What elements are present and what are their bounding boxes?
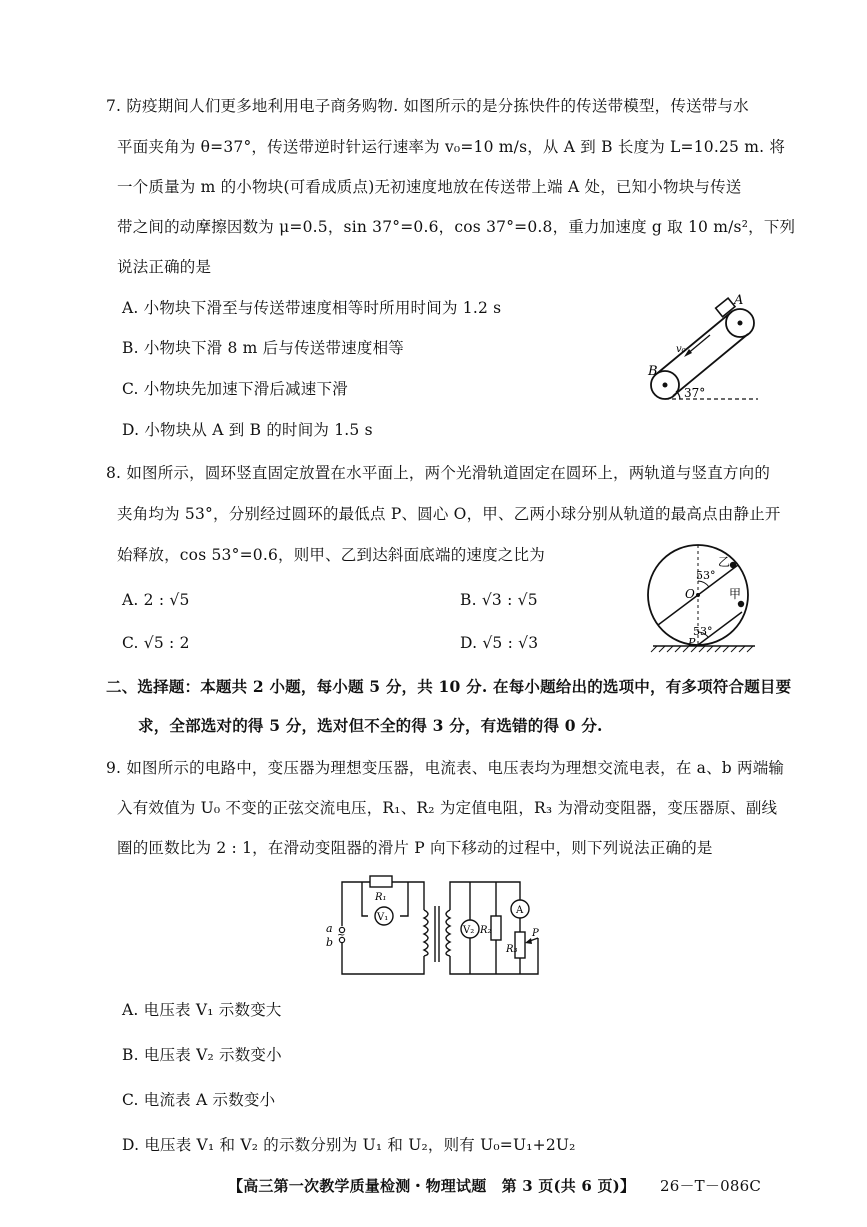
label-v2: V₂ (463, 925, 475, 936)
label-r3: R₃ (506, 944, 518, 955)
circle-track-figure (645, 538, 760, 660)
q7-line-5: 说法正确的是 (117, 258, 212, 276)
q7-line-4: 带之间的动摩擦因数为 μ=0.5，sin 37°=0.6，cos 37°=0.8，重力加速度 g 取 10 m/s²，下列 (117, 218, 796, 236)
transformer-circuit-figure (320, 870, 550, 982)
label-37-degrees: 37° (684, 386, 706, 400)
q8-option-c: C. √5 : 2 (122, 634, 190, 652)
label-v0: v₀ (676, 344, 686, 355)
label-jia: 甲 (729, 587, 742, 601)
label-angle-bottom: 53° (693, 625, 713, 638)
q8-option-d: D. √5 : √3 (460, 634, 539, 652)
q8-line-3: 始释放，cos 53°=0.6，则甲、乙到达斜面底端的速度之比为 (117, 546, 545, 564)
q8-line-2: 夹角均为 53°，分别经过圆环的最低点 P、圆心 O，甲、乙两小球分别从轨道的最高点由静止开 (117, 505, 781, 523)
q7-line-2: 平面夹角为 θ=37°，传送带逆时针运行速率为 v₀=10 m/s，从 A 到 B 长度为 L=10.25 m. 将 (117, 138, 786, 156)
label-p: P (688, 636, 696, 649)
label-r1: R₁ (375, 892, 387, 903)
label-o: O (685, 587, 695, 601)
q8-line-1: 8. 如图所示，圆环竖直固定放置在水平面上，两个光滑轨道固定在圆环上，两轨道与竖直方向的 (106, 464, 771, 482)
q7-option-c: C. 小物块先加速下滑后减速下滑 (122, 380, 348, 398)
page-footer: 【高三第一次教学质量检测・物理试题 第 3 页(共 6 页)】 (228, 1177, 636, 1195)
ac-source-icon: ~ (337, 930, 346, 941)
label-p-slider: P (532, 928, 539, 939)
q7-line-3: 一个质量为 m 的小物块(可看成质点)无初速度地放在传送带上端 A 处，已知小物块与传送 (117, 178, 742, 196)
section-2-line-1: 二、选择题：本题共 2 小题，每小题 5 分，共 10 分. 在每小题给出的选项中，有多项符合题目要 (106, 677, 792, 696)
q8-option-b: B. √3 : √5 (460, 591, 538, 609)
label-b: B (648, 364, 658, 379)
q8-option-a: A. 2 : √5 (122, 591, 190, 609)
label-yi: 乙 (718, 555, 731, 569)
q7-line-1: 7. 防疫期间人们更多地利用电子商务购物. 如图所示的是分拣快件的传送带模型，传送带与水 (106, 97, 749, 115)
q9-option-c: C. 电流表 A 示数变小 (122, 1091, 276, 1109)
q9-line-2: 入有效值为 U₀ 不变的正弦交流电压，R₁、R₂ 为定值电阻，R₃ 为滑动变阻器，变压器原、副线 (117, 799, 778, 817)
q7-option-b: B. 小物块下滑 8 m 后与传送带速度相等 (122, 339, 404, 357)
q9-line-3: 圈的匝数比为 2 : 1，在滑动变阻器的滑片 P 向下移动的过程中，则下列说法正确的是 (117, 839, 713, 857)
q9-option-d: D. 电压表 V₁ 和 V₂ 的示数分别为 U₁ 和 U₂，则有 U₀=U₁+2U₂ (122, 1136, 576, 1154)
q7-option-d: D. 小物块从 A 到 B 的时间为 1.5 s (122, 421, 373, 439)
label-a-terminal: a (326, 922, 333, 935)
section-2-line-2: 求，全部选对的得 5 分，选对但不全的得 3 分，有选错的得 0 分. (138, 716, 603, 735)
q7-option-a: A. 小物块下滑至与传送带速度相等时所用时间为 1.2 s (122, 299, 502, 317)
label-v1: V₁ (377, 912, 389, 923)
q9-line-1: 9. 如图所示的电路中，变压器为理想变压器，电流表、电压表均为理想交流电表，在 a、b 两端输 (106, 759, 785, 777)
label-angle-top: 53° (696, 569, 716, 582)
exam-code: 26－T－086C (660, 1177, 761, 1195)
q9-option-a: A. 电压表 V₁ 示数变大 (122, 1001, 282, 1019)
label-b-terminal: b (326, 936, 334, 949)
label-a: A (734, 293, 744, 308)
conveyor-belt-figure (640, 290, 765, 410)
label-r2: R₂ (480, 925, 492, 936)
label-ammeter: A (516, 905, 524, 916)
q9-option-b: B. 电压表 V₂ 示数变小 (122, 1046, 282, 1064)
